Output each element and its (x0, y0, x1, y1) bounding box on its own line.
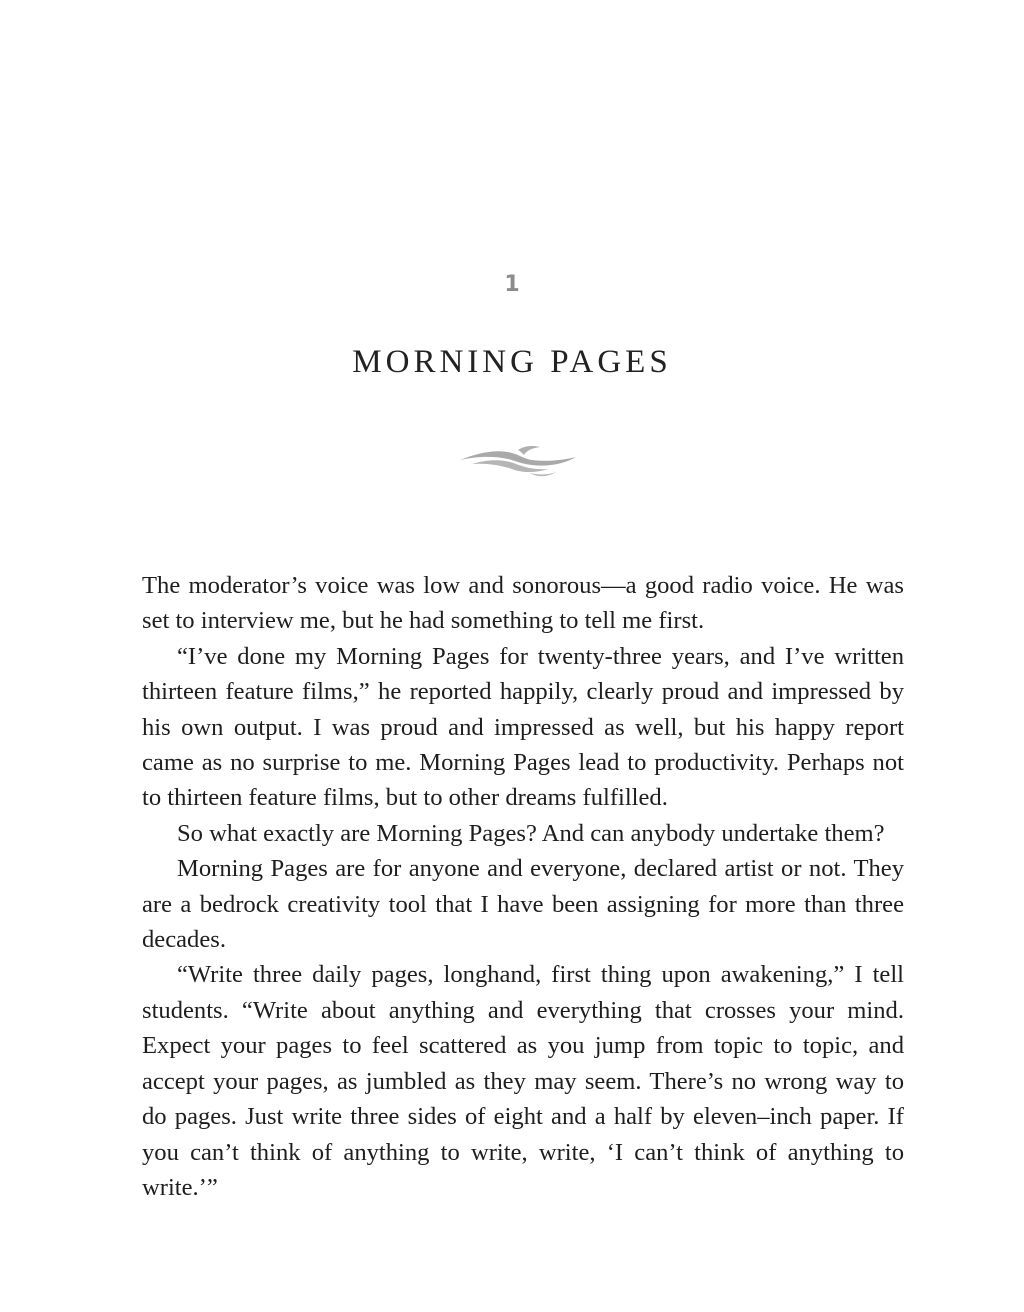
flourish-ornament-icon (458, 444, 578, 478)
paragraph: “I’ve done my Morning Pages for twenty-three years, and I’ve written thirteen feature films,” he reported happily, clearly proud and impressed by his own output. I was proud and impressed as well, but his happy report came as no surprise to me. Morning Pages lead to productivity. Perhaps not to thirteen feature films, but to other dreams fulfilled. (142, 642, 904, 812)
paragraph: “Write three daily pages, longhand, first thing upon awakening,” I tell students. “Write about anything and everything that crosses your mind. Expect your pages to feel scattered as you jump from topic to topic, and accept your pages, as jumbled as they may seem. There’s no wrong way to do pages. Just write three sides of eight and a half by eleven–inch paper. If you can’t think of anything to write, write, ‘I can’t think of anything to write.’” (142, 961, 904, 1201)
body-text (142, 568, 904, 1205)
chapter-number: 1 (504, 272, 520, 297)
chapter-title: MORNING PAGES (352, 344, 672, 380)
paragraph: The moderator’s voice was low and sonorous—a good radio voice. He was set to interview me, but he had something to tell me first. (142, 572, 904, 635)
paragraph: So what exactly are Morning Pages? And can anybody undertake them? (177, 819, 885, 847)
paragraph: Morning Pages are for anyone and everyone, declared artist or not. They are a bedrock creativity tool that I have been assigning for more than three decades. (142, 855, 904, 954)
